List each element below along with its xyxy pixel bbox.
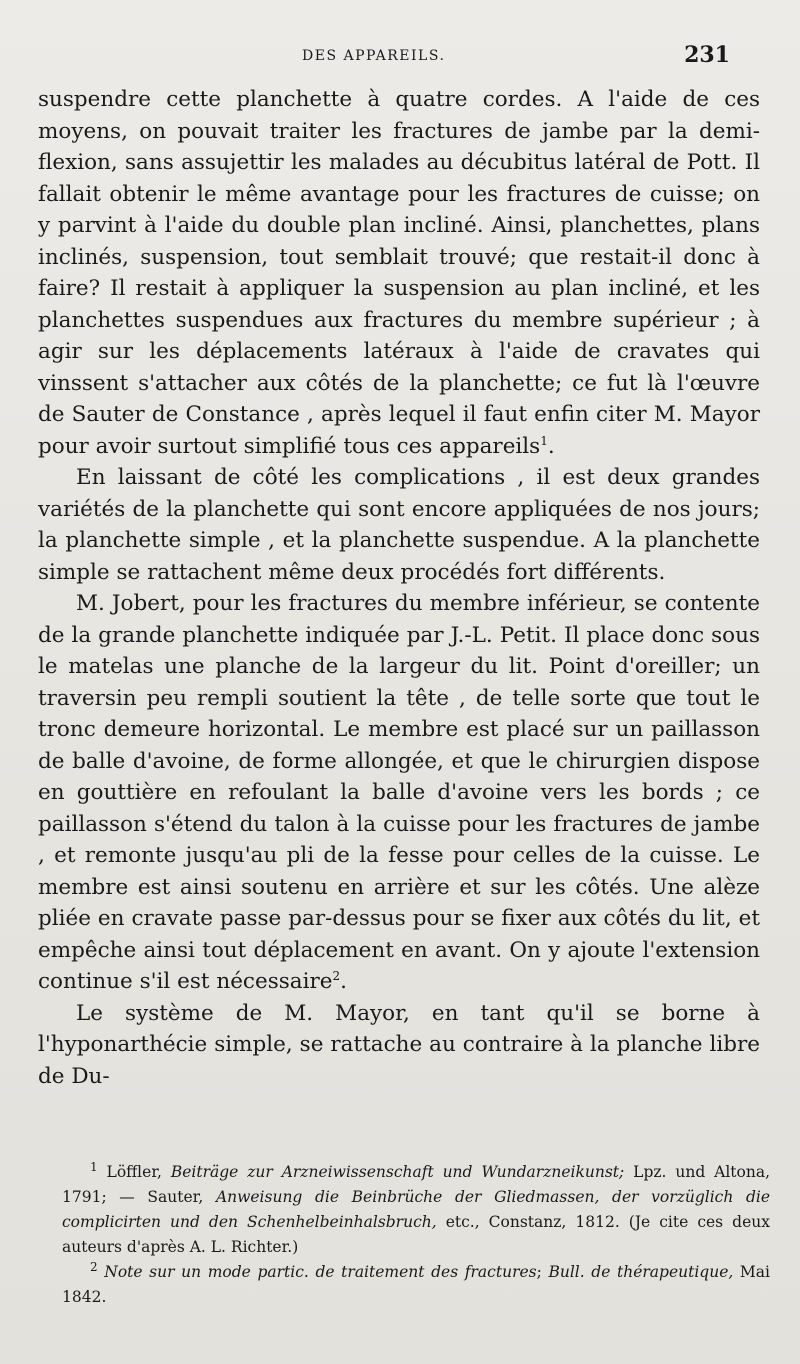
footnote-2-journal: Bull. de thérapeutique, <box>548 1263 734 1281</box>
footnote-1 <box>62 1160 770 1260</box>
footnote-ref-2: 2 <box>332 968 341 983</box>
body-text <box>38 84 760 1092</box>
footnote-ref-1: 1 <box>540 433 548 448</box>
paragraph-3 <box>38 588 760 998</box>
footnote-2-title: Note sur un mode partic. de traitement des fractures <box>104 1263 537 1281</box>
paragraph-1-end: . <box>547 433 555 459</box>
footnotes <box>62 1160 770 1310</box>
running-head <box>0 42 800 68</box>
footnote-1-title: Beiträge zur Arzneiwissenschaft und Wundarzneikunst; <box>170 1163 625 1181</box>
running-title: DES APPAREILS. <box>302 48 446 64</box>
footnote-2-date: Mai 1842. <box>62 1263 771 1306</box>
footnote-1-imprint: Lpz. und Altona, 1791; — Sauter, <box>62 1163 770 1206</box>
paragraph-4: Le système de M. Mayor, en tant qu'il se borne à l'hyponarthécie simple, se rattache au contraire à la planche libre de Du- <box>38 1000 760 1089</box>
paragraph-1-text: suspendre cette planchette à quatre cordes. A l'aide de ces moyens, on pouvait traiter les fractures de jambe par la demi-flexion, sans assujettir les malades au décubitus latéral de Pott. Il fallait obtenir le même avantage pour les fractures de cuisse; on y parvint à l'aide du double plan incliné. Ainsi, planchettes, plans inclinés, suspension, tout semblait trouvé; que restait-il donc à faire? Il restait à appliquer la suspension au plan incliné, et les planchettes suspendues aux fractures du membre supérieur ; à agir sur les déplacements latéraux à l'aide de cravates qui vinssent s'attacher aux côtés de la planchette; ce fut là l'œuvre de Sauter de Constance , après lequel il faut enfin citer M. Mayor pour avoir surtout simplifié tous ces appareils <box>38 87 760 459</box>
paragraph-1 <box>38 84 760 462</box>
paragraph-3-text: M. Jobert, pour les fractures du membre inférieur, se contente de la grande planchette indiquée par J.-L. Petit. Il place donc sous le matelas une planche de la largeur du lit. Point d'oreiller; un traversin peu rempli soutient la tête , de telle sorte que tout le tronc demeure horizontal. Le membre est placé sur un paillasson de balle d'avoine, de forme allongée, et que le chirurgien dispose en gouttière en refoulant la balle d'avoine vers les bords ; ce paillasson s'étend du talon à la cuisse pour les fractures de jambe , et remonte jusqu'au pli de la fesse pour celles de la cuisse. Le membre est ainsi soutenu en arrière et sur les côtés. Une alèze pliée en cravate passe par-dessus pour se fixer aux côtés du lit, et empêche ainsi tout déplacement en avant. On y ajoute l'extension continue s'il est nécessaire <box>38 591 760 994</box>
footnote-1-title-2: Anweisung die Beinbrüche der Gliedmassen, der vorzüglich die complicirten und den Schenhelbeinhalsbruch, <box>62 1188 770 1231</box>
footnote-1-mark: 1 <box>90 1159 98 1174</box>
footnote-2 <box>62 1260 770 1310</box>
footnote-1-imprint-2: etc., Constanz, 1812. (Je cite ces deux auteurs d'après A. L. Richter.) <box>62 1213 770 1256</box>
footnote-2-mark: 2 <box>90 1259 98 1274</box>
footnote-2-sep: ; <box>536 1263 549 1281</box>
page-number: 231 <box>684 42 730 68</box>
paragraph-2: En laissant de côté les complications , il est deux grandes variétés de la planchette qui sont encore appliquées de nos jours; la planchette simple , et la planchette suspendue. A la planchette simple se rattachent même deux procédés fort différents. <box>38 465 760 585</box>
footnote-1-author: Löffler, <box>106 1163 171 1181</box>
paragraph-3-end: . <box>340 969 347 994</box>
